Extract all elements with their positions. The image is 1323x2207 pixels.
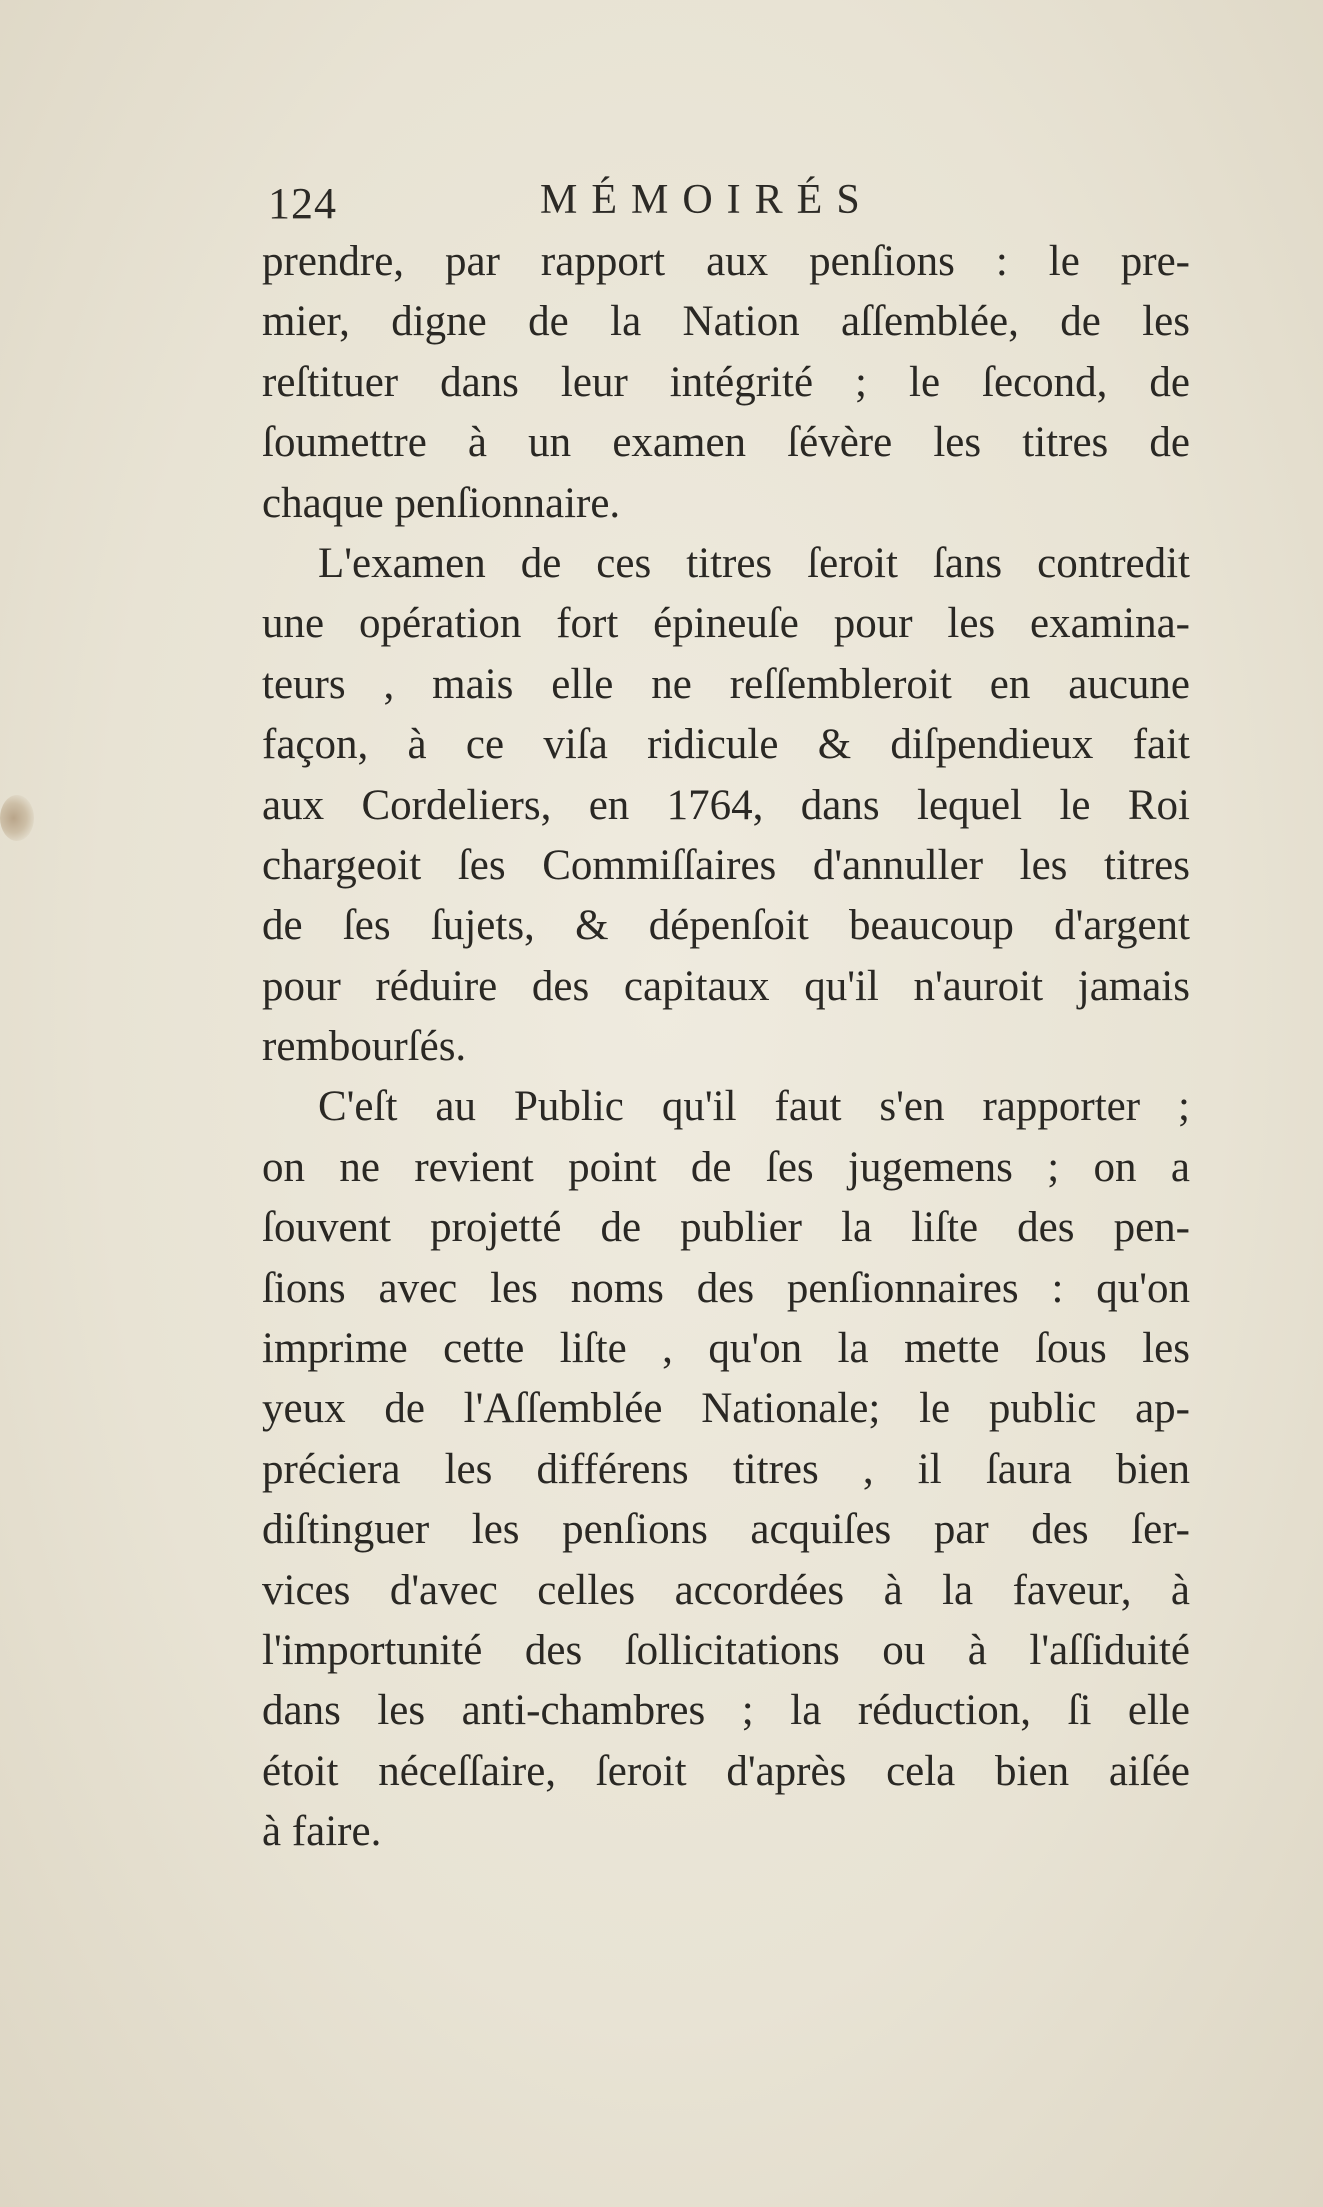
text-line: étoit néceſſaire, ſeroit d'après cela bien aiſée bbox=[262, 1747, 1190, 1795]
text-line: chaque penſionnaire. bbox=[262, 479, 621, 527]
text-line: yeux de l'Aſſemblée Nationale; le public ap- bbox=[262, 1385, 1190, 1433]
page-header bbox=[0, 170, 1323, 240]
text-line: mier, digne de la Nation aſſemblée, de les bbox=[262, 298, 1190, 346]
paper-stain bbox=[0, 795, 34, 841]
text-line: vices d'avec celles accordées à la faveur, à bbox=[262, 1566, 1190, 1614]
text-line: ſions avec les noms des penſionnaires : qu'on bbox=[262, 1264, 1190, 1312]
text-line: L'examen de ces titres ſeroit ſans contredit bbox=[318, 539, 1190, 587]
text-line: aux Cordeliers, en 1764, dans lequel le Roi bbox=[262, 781, 1190, 829]
text-line: préciera les différens titres , il ſaura bien bbox=[262, 1445, 1190, 1493]
text-line: de ſes ſujets, & dépenſoit beaucoup d'argent bbox=[262, 902, 1190, 950]
text-line: teurs , mais elle ne reſſembleroit en aucune bbox=[262, 660, 1190, 708]
text-line: une opération fort épineuſe pour les examina- bbox=[262, 600, 1190, 648]
text-line: prendre, par rapport aux penſions : le pre- bbox=[262, 238, 1190, 285]
text-line: rembourſés. bbox=[262, 1023, 467, 1071]
text-line: pour réduire des capitaux qu'il n'auroit jamais bbox=[262, 962, 1190, 1010]
text-line: on ne revient point de ſes jugemens ; on a bbox=[262, 1143, 1190, 1191]
text-line: à faire. bbox=[262, 1808, 382, 1856]
text-line: diſtinguer les penſions acquiſes par des ſer- bbox=[262, 1506, 1190, 1554]
text-line: l'importunité des ſollicitations ou à l'aſſiduité bbox=[262, 1626, 1190, 1674]
page-number: 124 bbox=[268, 179, 337, 228]
text-line: reſtituer dans leur intégrité ; le ſecond, de bbox=[262, 358, 1190, 406]
text-line: imprime cette liſte , qu'on la mette ſous les bbox=[262, 1325, 1190, 1373]
text-line: façon, à ce viſa ridicule & diſpendieux fait bbox=[262, 721, 1190, 769]
text-line: C'eſt au Public qu'il faut s'en rapporter ; bbox=[318, 1083, 1190, 1131]
running-head: MÉMOIRÉS bbox=[540, 177, 874, 223]
text-line: chargeoit ſes Commiſſaires d'annuller les titres bbox=[262, 841, 1190, 889]
text-line: ſoumettre à un examen ſévère les titres de bbox=[262, 419, 1190, 467]
text-line: dans les anti-chambres ; la réduction, ſi elle bbox=[262, 1687, 1190, 1735]
body-text bbox=[262, 232, 1190, 1863]
text-line: ſouvent projetté de publier la liſte des pen- bbox=[262, 1204, 1190, 1252]
